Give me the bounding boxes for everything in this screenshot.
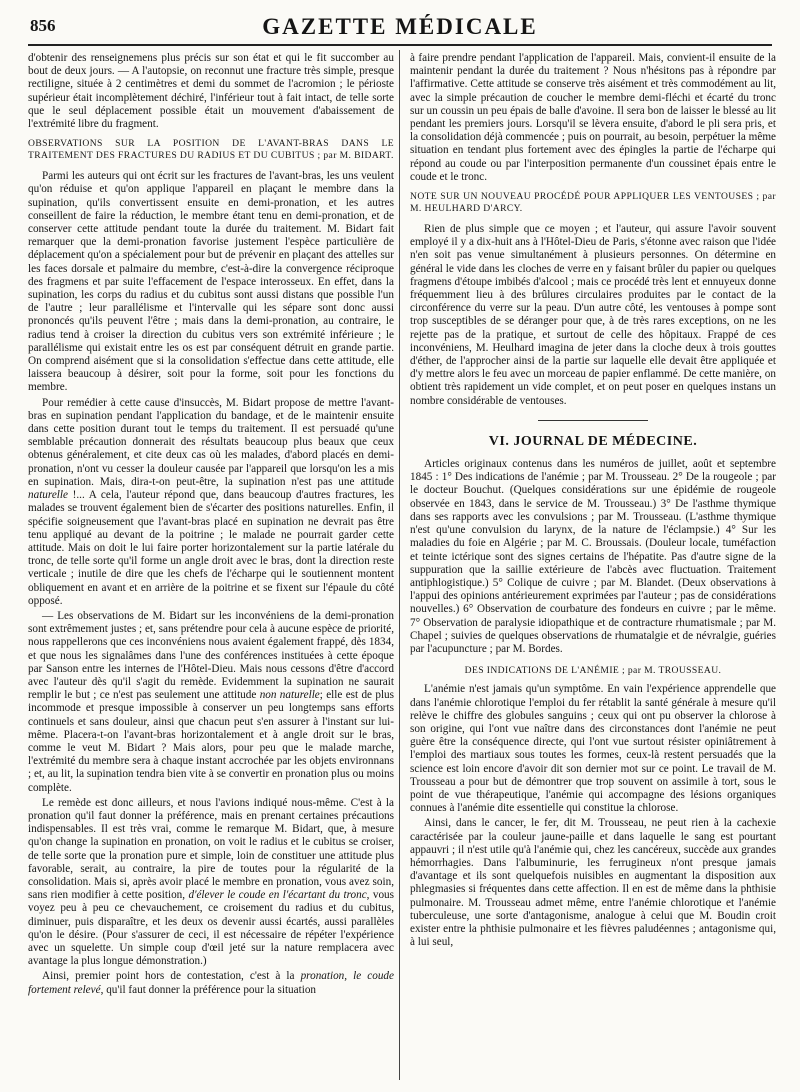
paragraph: Le remède est donc ailleurs, et nous l'avions indiqué nous-même. C'est à la pronation qu'il faut donner la préférence, mais en prenant certaines précautions indispensables. Il est très vrai, comme le remarque M. Bidart, que, à mesure qu'on change la supination en pronation, on voit le radius et le cubitus se croiser, de telle sorte que la pronation pure et simple, loin de constituer une attitude plus favorable, serait, au contraire, la pire de toutes pour la régularité de la consolidation. Mais si, après avoir placé le membre en pronation, vous avez soin, sans rien modifier à cette position, d'élever le coude en l'écartant du tronc, vous voyez peu à peu ce chevauchement, ce croisement du radius et du cubitus, diminuer, puis disparaître, et les deux os devenir aussi écartés, aussi parallèles qu'on le désire. (Pour s'assurer de ceci, il est nécessaire de répéter l'expérience avec un squelette. Un simple coup d'œil jeté sur la nature remplacera avec avantage la plus longue démonstration.) bbox=[28, 796, 394, 968]
article-title: DES INDICATIONS DE L'ANÉMIE ; par M. TROUSSEAU. bbox=[464, 665, 722, 677]
paragraph: à faire prendre pendant l'application de l'appareil. Mais, convient-il ensuite de la maintenir pendant la durée du traitement ? Nous n'hésitons pas à répondre par l'affirmative. Cette attitude se conserve très aisément et très commodément au lit, avec la simple précaution de coucher le membre demi-fléchi et écarté du tronc sur un coussin un peu épais de balle d'avoine. Il sera bon de laisser le blessé au lit pendant les premiers jours. Lorsqu'il se lèvera ensuite, d'abord le pli sera pris, et la consolidation déjà commencée ; puis on pourrait, au besoin, perpétuer la même situation en tendant plus fortement avec des épingles la partie de l'écharpe qui répond au coude ou par l'interposition permanente d'un coussinet épais entre le coude et le tronc. bbox=[410, 52, 776, 183]
page-header bbox=[28, 10, 772, 46]
paragraph: Parmi les auteurs qui ont écrit sur les fractures de l'avant-bras, les uns veulent qu'on réduise et qu'on applique l'appareil en plaçant le membre dans la supination, qu'ils convertissent ensuite en demi-pronation, et les autres conseillent de faire la réduction, le membre étant tenu en demi-pronation, et de conserver cette attitude pendant toute la durée du traitement. M. Bidart fait remarquer que la demi-pronation favorise justement l'espèce particulière de déplacement qu'on a spécialement pour but de prévenir en plaçant des attelles sur les faces dorsale et palmaire du membre, c'est-à-dire la convergence réciproque des fragmens et par suite l'effacement de l'espace interosseux. En effet, dans la supination, les corps du radius et du cubitus sont aussi distans que possible l'un de l'autre ; leur parallélisme et l'intervalle qui les sépare sont donc aussi prononcés qu'ils peuvent l'être ; mais dans la demi-pronation, au contraire, le radius tend à croiser la direction du cubitus vers son extrémité inférieure ; le parallélisme qui existait entre les os est par conséquent détruit en grande partie. On comprend aisément que si la consolidation s'effectue dans cette attitude, elle laissera beaucoup à désirer, soit pour la forme, soit pour les fonctions du membre. bbox=[28, 170, 394, 394]
paragraph: Articles originaux contenus dans les numéros de juillet, août et septembre 1845 : 1° Des indications de l'anémie ; par M. Trousseau. 2° De la rougeole ; par le docteur Bouchut. (Quelques considérations sur une épidémie de rougeole observée en 1843, dans le service de M. Trousseau.) 3° De l'asthme thymique dans ses rapports avec les convulsions ; par M. Trousseau. (L'asthme thymique n'est qu'une convulsion du larynx, de la nature de l'éclampsie.) 4° Sur les maladies du foie en Algérie ; par M. C. Broussais. (Douleur locale, tuméfaction et teinte ictérique sont des signes certains de l'hépatite. Pas d'autre signe de la suppuration que la saillie extérieure de l'abcès avec fluctuation. Traitement antiphlogistique.) 5° Colique de cuivre ; par M. Blandet. (Deux observations à l'appui des opinions antérieurement exprimées par l'auteur ; pas de considérations nouvelles.) 6° Observation de courbature des fondeurs en cuivre ; par le même. 7° Observation de paralysie idiopathique et de contracture rhumatismale ; par M. Chapel ; suivies de quelques observations de rhumatalgie et de névralgie, guéries par l'acupuncture ; par M. Bordes. bbox=[410, 458, 776, 655]
section-divider bbox=[538, 420, 648, 421]
paragraph: L'anémie n'est jamais qu'un symptôme. En vain l'expérience apprendelle que dans l'anémie chlorotique l'emploi du fer rétablit la santé générale à mesure qu'il relève le chiffre des globules sanguins ; ceux qui ont pu observer la chlorose à son origine, qui l'ont vue naître dans des circonstances dont l'anémie ne peut guère être la conséquence directe, qui l'ont vue surtout résister opiniâtrement à l'emploi des martiaux sous toutes les formes, ceux-là restent persuadés que la science est loin encore d'avoir dit son dernier mot sur ce point. Le travail de M. Trousseau a pour but de démontrer que trop souvent on assimile à tort, sous le point de vue thérapeutique, l'anémie qui accompagne des lésions organiques connues à l'anémie dite essentielle qui constitue la chlorose. bbox=[410, 683, 776, 815]
page-number: 856 bbox=[30, 16, 56, 35]
paragraph: Ainsi, dans le cancer, le fer, dit M. Trousseau, ne peut rien à la cachexie caractérisée par la couleur jaune-paille et dans laquelle le sang est pourtant appauvri ; il n'est utile qu'à l'anémie qui, chez les cancéreux, succède aux grandes hémorrhagies. Dans l'albuminurie, les ferrugineux n'ont presque jamais d'avantage et ils sont quelquefois nuisibles en augmentant la disposition aux phlegmasies si fréquentes dans cette affection. Il en est de même dans la phthisie pulmonaire. M. Trousseau admet même, entre l'anémie chlorotique et l'anémie tuberculeuse, une sorte d'antagonisme, analogue à celui que M. Boudin croit exister entre la phthisie pulmonaire et les fièvres paludéennes ; antagonisme qui, à lui seul, bbox=[410, 817, 776, 949]
column-divider bbox=[399, 50, 400, 1080]
paragraph: Rien de plus simple que ce moyen ; et l'auteur, qui assure l'avoir souvent employé il y a dix-huit ans à l'Hôtel-Dieu de Paris, s'étonne avec raison que l'idée n'en soit pas venue simultanément à plusieurs personnes. On détermine en général le vide dans les cloches de verre en y faisant brûler du papier ou quelques fragmens d'étoupe imbibés d'alcool ; mais ce procédé très lent et ennuyeux donne fréquemment lieu à des brûlures circulaires produites par le contact de la circonférence du verre sur la peau. D'un autre côté, les ventouses à pompe sont trop susceptibles de se déranger pour que, à de très rares exceptions, on ne les rejette pas de la pratique, et surtout de celle des hôpitaux. Frappé de ces inconvéniens, M. Heulhard imagina de jeter dans la cloche deux à trois gouttes d'éther, de l'approcher ainsi de la partie sur laquelle elle devait être appliquée et d'y mettre alors le feu avec un morceau de papier enflammé. De cette manière, on obtient très rapidement un vide complet, et on peut poser en quelques instans un nombre considérable de ventouses. bbox=[410, 223, 776, 407]
right-column bbox=[410, 52, 776, 951]
paragraph: d'obtenir des renseignemens plus précis sur son état et qui le fit succomber au bout de deux jours. — A l'autopsie, on reconnut une fracture très simple, presque rectiligne, située à 2 centimètres et demi du sommet de l'acromion ; le périoste supérieur était incomplètement déchiré, l'inférieur tout à fait intact, de telle sorte que le seul déplacement possible était un mouvement d'abaissement de l'extrémité libre du fragment. bbox=[28, 52, 394, 131]
section-title: NOTE SUR UN NOUVEAU PROCÉDÉ POUR APPLIQUER LES VENTOUSES ; par M. HEULHARD D'ARCY. bbox=[410, 191, 776, 215]
section-title: OBSERVATIONS SUR LA POSITION DE L'AVANT-BRAS DANS LE TRAITEMENT DES FRACTURES DU RADIUS ET DU CUBITUS ; par M. BIDART. bbox=[28, 138, 394, 162]
left-column bbox=[28, 52, 394, 999]
paragraph: — Les observations de M. Bidart sur les inconvéniens de la demi-pronation sont extrêmement justes ; et, sans prétendre pour cela à aucune espèce de priorité, nous rappellerons que ces inconvéniens nous avaient également frappé, dès 1834, et que nous les signalâmes dans l'une des conférences instituées à cette époque par Sanson entre les internes de l'Hôtel-Dieu. Mais nous cessons d'être d'accord avec l'auteur dès qu'il s'agit du remède. Evidemment la supination ne saurait remplir le but ; ce n'est pas seulement une attitude non naturelle; elle est de plus incommode et presque impossible à conserver un peu longtemps sans efforts continuels et sans douleur, ainsi que chacun peut s'en assurer à l'instant sur lui-même. Placera-t-on l'avant-bras horizontalement et à angle droit sur le bras, comme le veut M. Bidart ? Mais alors, pour peu que le malade marche, l'extrémité du membre sera à chaque instant accrochée par les objets environnans ; et, au lit, la supination tendra bien vite à se convertir en pronation plus ou moins complète. bbox=[28, 609, 394, 794]
paragraph: Ainsi, premier point hors de contestation, c'est à la pronation, le coude fortement relevé, qu'il faut donner la préférence pour la situation bbox=[28, 970, 394, 996]
journal-title: GAZETTE MÉDICALE bbox=[262, 14, 538, 39]
paragraph: Pour remédier à cette cause d'insuccès, M. Bidart propose de mettre l'avant-bras en supination pendant l'application du bandage, et de le maintenir ensuite dans cette position durant tout le temps du traitement. Il est persuadé qu'une semblable précaution donnerait des résultats beaucoup plus beaux que ceux obtenus généralement, et cite deux cas où les malades, d'abord placés en demi-pronation, n'ont vu cesser la douleur causée par l'appareil que lorsqu'on les a mis en supination. Mais, dira-t-on peut-être, la supination n'est pas une attitude naturelle !... A cela, l'auteur répond que, dans beaucoup d'autres fractures, les malades se trouvent également bien de s'écarter des positions naturelles. Enfin, il spécifie soigneusement que l'avant-bras placé en supination ne devrait pas être tenu appliqué au devant de la poitrine ; le malade ne pourrait garder cette attitude. Mais on doit le lui faire porter horizontalement sur la partie latérale du tronc, de telle sorte qu'il forme un angle droit avec le bras, dont la direction reste verticale ; inutile de dire que les chefs de l'écharpe qui le soutiennent montent obliquement en avant et en arrière de la poitrine et se fixent sur l'épaule du côté opposé. bbox=[28, 396, 395, 607]
part-heading: VI. JOURNAL DE MÉDECINE. bbox=[488, 433, 698, 449]
